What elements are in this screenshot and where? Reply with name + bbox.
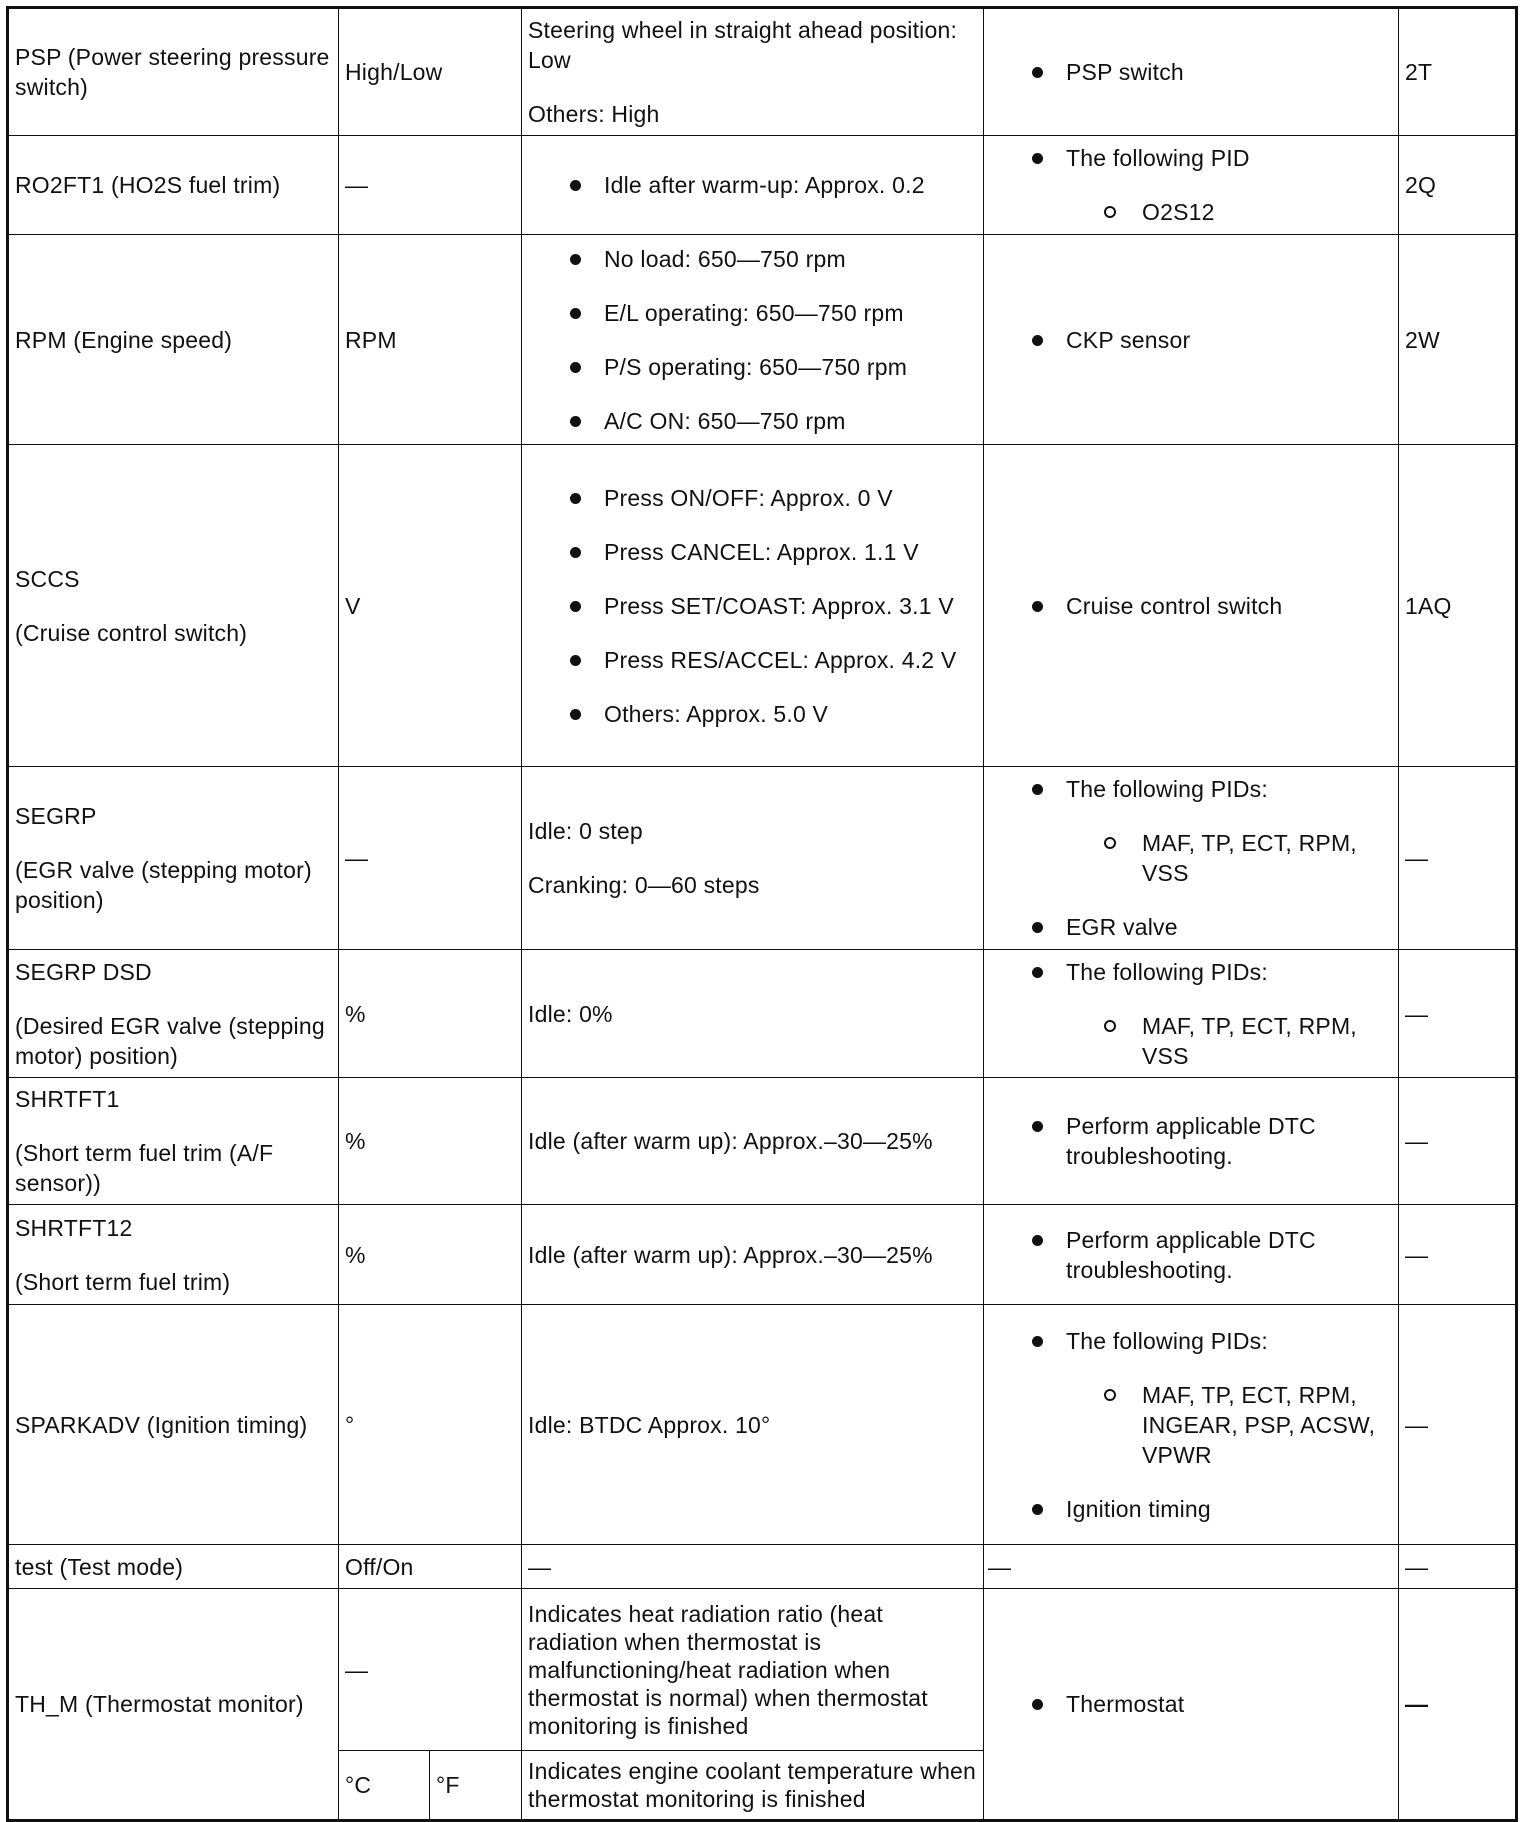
pid-name: PSP (Power steering pressure switch) [8,8,339,136]
pid-name: SPARKADV (Ignition timing) [8,1305,339,1545]
pid-terminal: 2W [1399,235,1517,445]
pid-condition: Idle (after warm up): Approx.–30—25% [522,1078,984,1205]
pid-check-item [984,950,1399,1078]
list-item: P/S operating: 650—750 rpm [528,352,977,382]
pid-condition: Idle: 0 step Cranking: 0—60 steps [522,767,984,950]
pid-unit: % [339,1078,522,1205]
list-item: Press SET/COAST: Approx. 3.1 V [528,591,977,621]
pid-check-item [984,767,1399,950]
pid-unit-celsius: °C [339,1751,430,1821]
pid-check-item [984,445,1399,767]
pid-condition [522,235,984,445]
list-item: Others: Approx. 5.0 V [528,699,977,729]
pid-check-item [984,1205,1399,1305]
list-item: Cruise control switch [990,591,1392,621]
pid-name: test (Test mode) [8,1545,339,1589]
pid-name: RPM (Engine speed) [8,235,339,445]
list-item: Perform applicable DTC troubleshooting. [990,1225,1392,1285]
table-row [8,8,1517,136]
list-item: A/C ON: 650—750 rpm [528,406,977,436]
list-item: The following PIDs: MAF, TP, ECT, RPM, VSS [990,957,1392,1071]
list-item: Ignition timing [990,1494,1392,1524]
table-row [8,1589,1517,1751]
list-item: Press ON/OFF: Approx. 0 V [528,483,977,513]
pid-check-item [984,136,1399,235]
sub-list-item: MAF, TP, ECT, RPM, VSS [1066,1011,1392,1071]
pid-condition: Indicates heat radiation ratio (heat radiation when thermostat is malfunctioning/heat radiation when thermostat is normal) when thermostat monitoring is finished [522,1589,984,1751]
pid-unit: High/Low [339,8,522,136]
table-row [8,950,1517,1078]
pid-terminal: — [1399,767,1517,950]
pid-condition: Idle: 0% [522,950,984,1078]
pid-unit: Off/On [339,1545,522,1589]
pid-check-item [984,1589,1399,1821]
list-item: E/L operating: 650—750 rpm [528,298,977,328]
table-row [8,1305,1517,1545]
list-item: No load: 650—750 rpm [528,244,977,274]
list-item: The following PID O2S12 [990,143,1392,227]
list-item: Press CANCEL: Approx. 1.1 V [528,537,977,567]
pid-unit: V [339,445,522,767]
table-row [8,767,1517,950]
pid-condition: Indicates engine coolant temperature when thermostat monitoring is finished [522,1751,984,1821]
list-item: EGR valve [990,912,1392,942]
pid-condition: Idle (after warm up): Approx.–30—25% [522,1205,984,1305]
pid-condition [522,445,984,767]
pid-name: SHRTFT1 (Short term fuel trim (A/F sensor)) [8,1078,339,1205]
pid-check-item: — [984,1545,1399,1589]
pid-terminal: — [1399,950,1517,1078]
pid-monitor-table [6,6,1518,1822]
pid-condition: Idle: BTDC Approx. 10° [522,1305,984,1545]
pid-check-item [984,8,1399,136]
pid-terminal: — [1399,1589,1517,1821]
pid-name: TH_M (Thermostat monitor) [8,1589,339,1821]
pid-terminal: 1AQ [1399,445,1517,767]
table-row [8,445,1517,767]
list-item: PSP switch [990,57,1392,87]
list-item: Perform applicable DTC troubleshooting. [990,1111,1392,1171]
list-item: The following PIDs: MAF, TP, ECT, RPM, VSS [990,774,1392,888]
pid-unit: RPM [339,235,522,445]
pid-condition: Steering wheel in straight ahead position: Low Others: High [522,8,984,136]
list-item: Thermostat [990,1689,1392,1719]
pid-name: SEGRP (EGR valve (stepping motor) position) [8,767,339,950]
pid-terminal: 2Q [1399,136,1517,235]
pid-condition: — [522,1545,984,1589]
sub-list-item: O2S12 [1066,197,1392,227]
pid-terminal: 2T [1399,8,1517,136]
pid-unit: — [339,136,522,235]
sub-list-item: MAF, TP, ECT, RPM, INGEAR, PSP, ACSW, VPWR [1066,1380,1392,1470]
table-row [8,136,1517,235]
table-row [8,1078,1517,1205]
sub-list-item: MAF, TP, ECT, RPM, VSS [1066,828,1392,888]
pid-terminal: — [1399,1305,1517,1545]
pid-name: RO2FT1 (HO2S fuel trim) [8,136,339,235]
table-row [8,1205,1517,1305]
table-row [8,235,1517,445]
pid-check-item [984,235,1399,445]
pid-check-item [984,1078,1399,1205]
pid-terminal: — [1399,1545,1517,1589]
list-item: Press RES/ACCEL: Approx. 4.2 V [528,645,977,675]
list-item: The following PIDs: MAF, TP, ECT, RPM, INGEAR, PSP, ACSW, VPWR [990,1326,1392,1470]
pid-name: SEGRP DSD (Desired EGR valve (stepping motor) position) [8,950,339,1078]
pid-unit: — [339,1589,522,1751]
pid-name: SCCS (Cruise control switch) [8,445,339,767]
table-row [8,1545,1517,1589]
list-item: Idle after warm-up: Approx. 0.2 [528,170,977,200]
pid-condition [522,136,984,235]
pid-check-item [984,1305,1399,1545]
pid-unit: — [339,767,522,950]
pid-unit: ° [339,1305,522,1545]
pid-name: SHRTFT12 (Short term fuel trim) [8,1205,339,1305]
pid-terminal: — [1399,1078,1517,1205]
pid-unit-fahrenheit: °F [430,1751,522,1821]
pid-unit: % [339,950,522,1078]
pid-unit: % [339,1205,522,1305]
pid-terminal: — [1399,1205,1517,1305]
list-item: CKP sensor [990,325,1392,355]
